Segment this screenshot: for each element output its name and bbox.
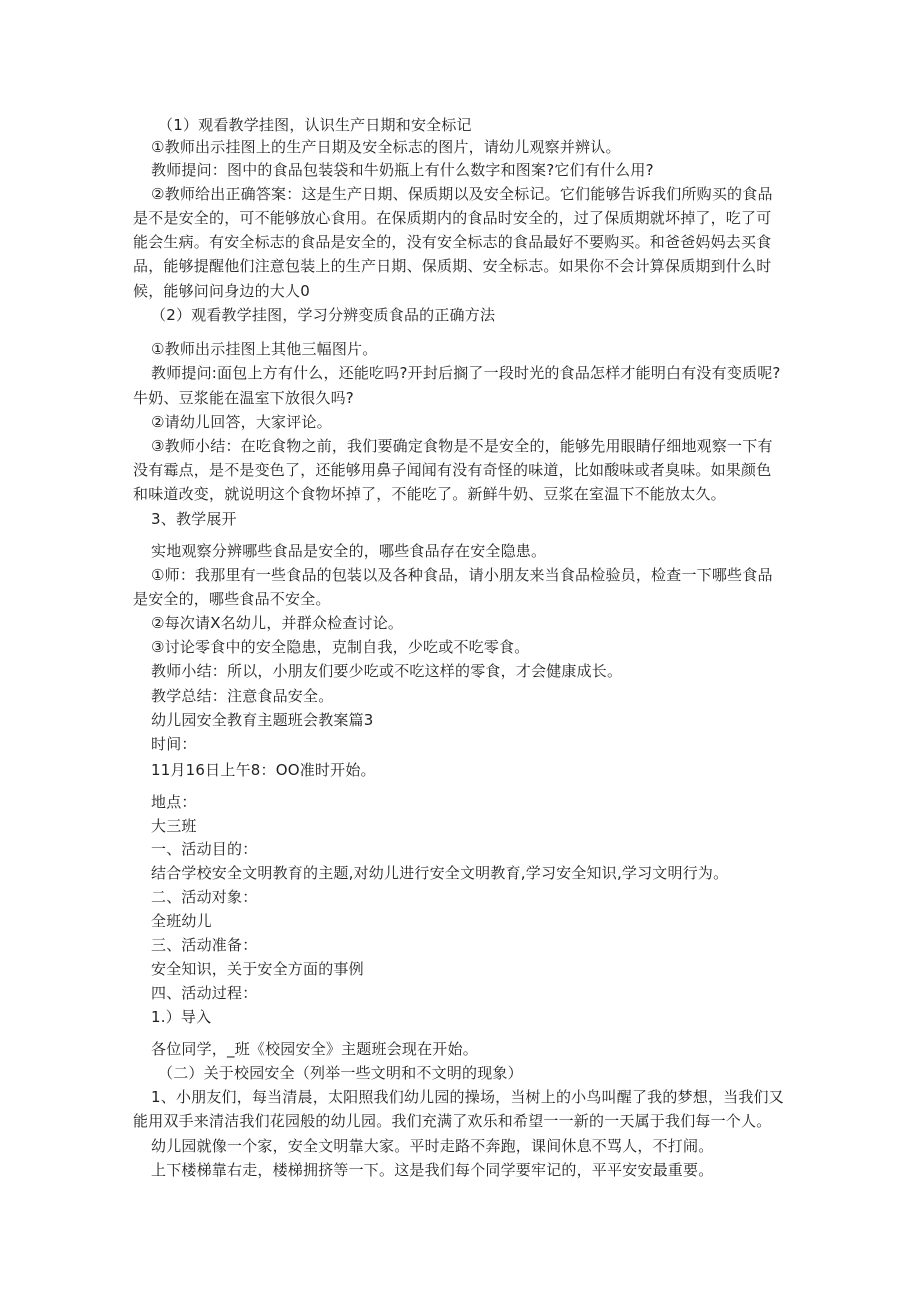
text-line: 教师提问:面包上方有什么，还能吃吗?开封后搁了一段时光的食品怎样才能明白有没有变质呢? bbox=[151, 364, 781, 382]
text-line: 候，能够问问身边的大人0 bbox=[133, 282, 310, 300]
text-line: 能用双手来清洁我们花园般的幼儿园。我们充满了欢乐和希望一一新的一天属于我们每一个人。 bbox=[133, 1112, 772, 1130]
text-line: （1）观看教学挂图，认识生产日期和安全标记 bbox=[158, 116, 472, 134]
text-line: 二、活动对象： bbox=[151, 888, 258, 906]
text-line: 牛奶、豆浆能在温室下放很久吗? bbox=[133, 389, 354, 407]
text-line: 一、活动目的： bbox=[151, 840, 258, 858]
text-line: 是安全的，哪些食品不安全。 bbox=[133, 590, 331, 608]
text-line: 安全知识，关于安全方面的事例 bbox=[151, 960, 364, 978]
text-line: ①师：我那里有一些食品的包装以及各种食品，请小朋友来当食品检验员，检查一下哪些食品 bbox=[151, 566, 773, 584]
text-line: ②教师给出正确答案：这是生产日期、保质期以及安全标记。它们能够告诉我们所购买的食品 bbox=[151, 185, 773, 203]
text-line: 没有霉点，是不是变色了，还能够用鼻子闻闻有没有奇怪的味道，比如酸味或者臭味。如果颜色 bbox=[133, 461, 772, 479]
text-line: 四、活动过程： bbox=[151, 984, 258, 1002]
text-line: 时间： bbox=[151, 735, 197, 753]
text-line: 品，能够提醒他们注意包装上的生产日期、保质期、安全标志。如果你不会计算保质期到什么时 bbox=[133, 257, 772, 275]
section-heading: 幼儿园安全教育主题班会教案篇3 bbox=[151, 711, 374, 729]
text-line: 各位同学，_班《校园安全》主题班会现在开始。 bbox=[151, 1040, 478, 1058]
text-line: 和味道改变，就说明这个食物坏掉了，不能吃了。新鲜牛奶、豆浆在室温下不能放太久。 bbox=[133, 485, 726, 503]
text-line: 11月16日上午8：OO准时开始。 bbox=[151, 761, 376, 779]
text-line: 3、教学展开 bbox=[151, 510, 237, 528]
text-line: 1.）导入 bbox=[151, 1008, 212, 1026]
text-line: 三、活动准备： bbox=[151, 936, 258, 954]
text-line: 全班幼儿 bbox=[151, 912, 212, 930]
text-line: 教师提问：图中的食品包装袋和牛奶瓶上有什么数字和图案?它们有什么用? bbox=[151, 161, 654, 179]
text-line: 地点： bbox=[151, 793, 197, 811]
text-line: （二）关于校园安全（列举一些文明和不文明的现象） bbox=[158, 1064, 523, 1082]
text-line: 上下楼梯靠右走，楼梯拥挤等一下。这是我们每个同学要牢记的，平平安安最重要。 bbox=[151, 1161, 714, 1179]
text-line: 教师小结：所以，小朋友们要少吃或不吃这样的零食，才会健康成长。 bbox=[151, 662, 623, 680]
text-line: 教学总结：注意食品安全。 bbox=[151, 687, 334, 705]
text-line: 1、小朋友们，每当清晨，太阳照我们幼儿园的操场，当树上的小鸟叫醒了我的梦想，当我们又 bbox=[151, 1088, 784, 1106]
text-line: （2）观看教学挂图，学习分辨变质食品的正确方法 bbox=[151, 306, 496, 324]
text-line: ②请幼儿回答，大家评论。 bbox=[151, 413, 332, 431]
text-line: 实地观察分辨哪些食品是安全的，哪些食品存在安全隐患。 bbox=[151, 542, 547, 560]
text-line: 是不是安全的，可不能够放心食用。在保质期内的食品时安全的，过了保质期就坏掉了，吃了可 bbox=[133, 209, 772, 227]
text-line: 能会生病。有安全标志的食品是安全的，没有安全标志的食品最好不要购买。和爸爸妈妈去买食 bbox=[133, 233, 772, 251]
text-line: ②每次请X名幼儿，并群众检查讨论。 bbox=[151, 614, 404, 632]
text-line: 幼儿园就像一个家，安全文明靠大家。平时走路不奔跑，课间休息不骂人，不打闹。 bbox=[151, 1137, 714, 1155]
text-line: ③教师小结：在吃食物之前，我们要确定食物是不是安全的，能够先用眼睛仔细地观察一下有 bbox=[151, 437, 773, 455]
text-line: ③讨论零食中的安全隐患，克制自我，少吃或不吃零食。 bbox=[151, 638, 530, 656]
text-line: 大三班 bbox=[151, 817, 197, 835]
text-line: ①教师出示挂图上其他三幅图片。 bbox=[151, 340, 378, 358]
text-line: 结合学校安全文明教育的主题,对幼儿进行安全文明教育,学习安全知识,学习文明行为。 bbox=[151, 864, 729, 882]
text-line: ①教师出示挂图上的生产日期及安全标志的图片，请幼儿观察并辨认。 bbox=[151, 138, 621, 156]
